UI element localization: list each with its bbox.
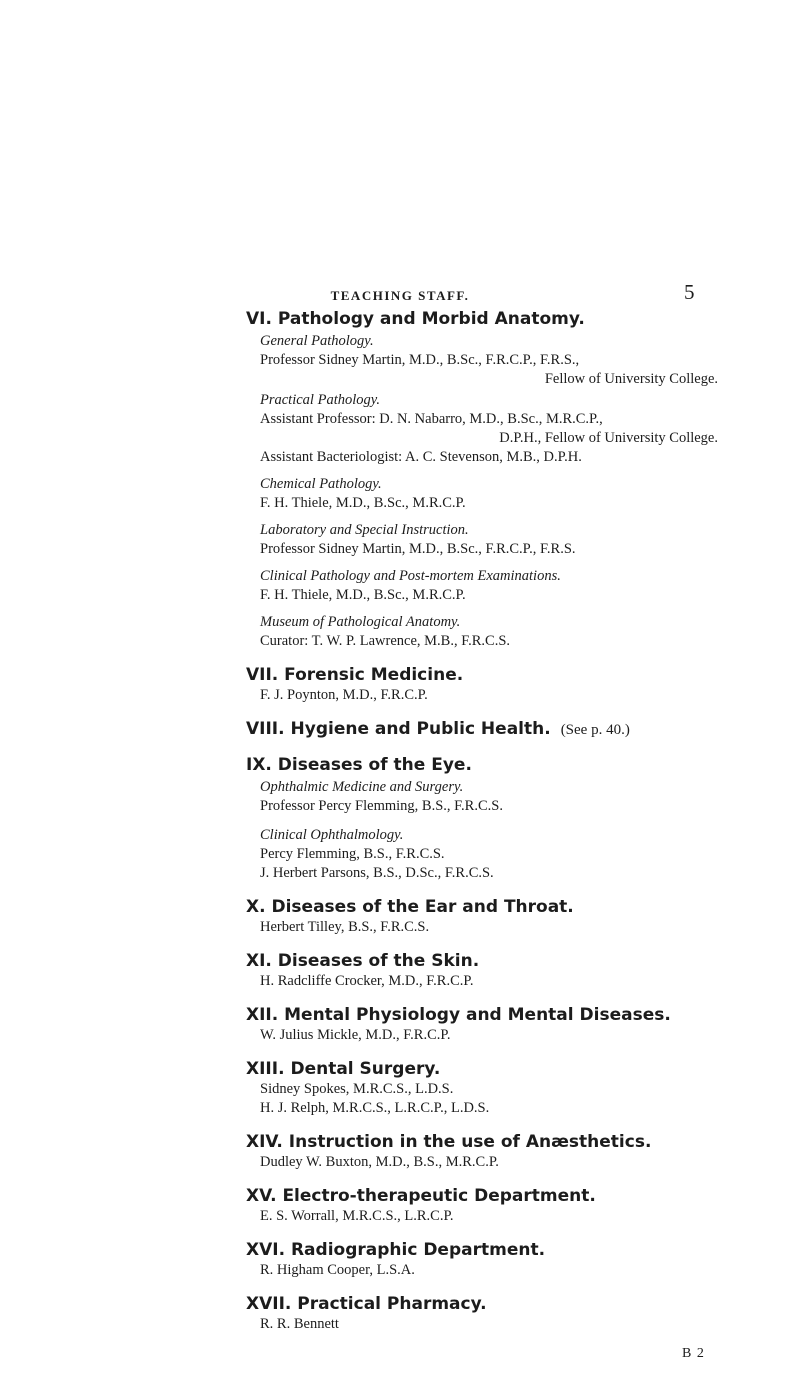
staff-entry: Sidney Spokes, M.R.C.S., L.D.S. [260, 1081, 454, 1097]
staff-entry: Professor Percy Flemming, B.S., F.R.C.S. [260, 798, 503, 814]
staff-entry: H. Radcliffe Crocker, M.D., F.R.C.P. [260, 973, 474, 989]
staff-entry: Herbert Tilley, B.S., F.R.C.S. [260, 919, 430, 935]
section-radiographic [246, 1239, 718, 1280]
staff-entry: F. J. Poynton, M.D., F.R.C.P. [260, 687, 428, 703]
staff-entry: R. R. Bennett [260, 1316, 339, 1332]
staff-entry: Assistant Professor: D. N. Nabarro, M.D., B.Sc., M.R.C.P., [260, 411, 603, 427]
staff-entry: J. Herbert Parsons, B.S., D.Sc., F.R.C.S. [260, 865, 494, 881]
section-hygiene [246, 718, 718, 741]
subsection-title: Chemical Pathology. [260, 476, 382, 492]
staff-entry: E. S. Worrall, M.R.C.S., L.R.C.P. [260, 1208, 454, 1224]
staff-entry: H. J. Relph, M.R.C.S., L.R.C.P., L.D.S. [260, 1100, 490, 1116]
section-title: XVII. Practical Pharmacy. [246, 1294, 487, 1314]
running-head: TEACHING STAFF. [330, 288, 470, 303]
staff-entry: R. Higham Cooper, L.S.A. [260, 1262, 415, 1278]
staff-entry: Curator: T. W. P. Lawrence, M.B., F.R.C.S. [260, 633, 511, 649]
section-dental [246, 1058, 718, 1118]
cross-reference: (See p. 40.) [560, 722, 630, 738]
staff-entry: Dudley W. Buxton, M.D., B.S., M.R.C.P. [260, 1154, 499, 1170]
page-number: 5 [684, 280, 695, 304]
subsection-title: Museum of Pathological Anatomy. [260, 614, 461, 630]
section-eye [246, 754, 718, 883]
subsection-title: Practical Pathology. [260, 392, 381, 408]
staff-entry: W. Julius Mickle, M.D., F.R.C.P. [260, 1027, 451, 1043]
section-title: XVI. Radiographic Department. [246, 1240, 546, 1260]
section-title: VI. Pathology and Morbid Anatomy. [246, 309, 585, 329]
section-mental [246, 1004, 718, 1045]
subsection-title: Laboratory and Special Instruction. [260, 522, 469, 538]
section-forensic-medicine [246, 664, 718, 705]
section-title: X. Diseases of the Ear and Throat. [246, 897, 574, 917]
section-title-text: VIII. Hygiene and Public Health. [246, 719, 551, 739]
section-title: XV. Electro-therapeutic Department. [246, 1186, 596, 1206]
staff-entry: Professor Sidney Martin, M.D., B.Sc., F.R.C.P., F.R.S. [260, 541, 576, 557]
staff-entry: Percy Flemming, B.S., F.R.C.S. [260, 846, 445, 862]
section-title: XIII. Dental Surgery. [246, 1059, 441, 1079]
section-ear-throat [246, 896, 718, 937]
section-pharmacy [246, 1293, 718, 1334]
staff-entry: F. H. Thiele, M.D., B.Sc., M.R.C.P. [260, 587, 466, 603]
section-title: XI. Diseases of the Skin. [246, 951, 480, 971]
section-title: XII. Mental Physiology and Mental Diseases. [246, 1005, 671, 1025]
staff-entry: Assistant Bacteriologist: A. C. Stevenson, M.B., D.P.H. [260, 449, 582, 465]
section-skin [246, 950, 718, 991]
section-title: VII. Forensic Medicine. [246, 665, 464, 685]
signature-mark: B 2 [682, 1346, 705, 1361]
subsection-title: Ophthalmic Medicine and Surgery. [260, 779, 464, 795]
subsection-title: Clinical Ophthalmology. [260, 827, 404, 843]
staff-entry-continuation: Fellow of University College. [544, 371, 718, 387]
section-electro-therapeutic [246, 1185, 718, 1226]
section-anaesthetics [246, 1131, 718, 1172]
staff-entry: F. H. Thiele, M.D., B.Sc., M.R.C.P. [260, 495, 466, 511]
staff-entry: Professor Sidney Martin, M.D., B.Sc., F.R.C.P., F.R.S., [260, 352, 580, 368]
section-title: IX. Diseases of the Eye. [246, 755, 472, 775]
section-title: XIV. Instruction in the use of Anæsthetics. [246, 1132, 652, 1152]
subsection-title: General Pathology. [260, 333, 374, 349]
section-title [246, 718, 718, 741]
section-pathology [246, 308, 718, 651]
staff-entry-continuation: D.P.H., Fellow of University College. [499, 430, 718, 446]
subsection-title: Clinical Pathology and Post-mortem Examinations. [260, 568, 561, 584]
staff-listing [246, 308, 718, 1334]
